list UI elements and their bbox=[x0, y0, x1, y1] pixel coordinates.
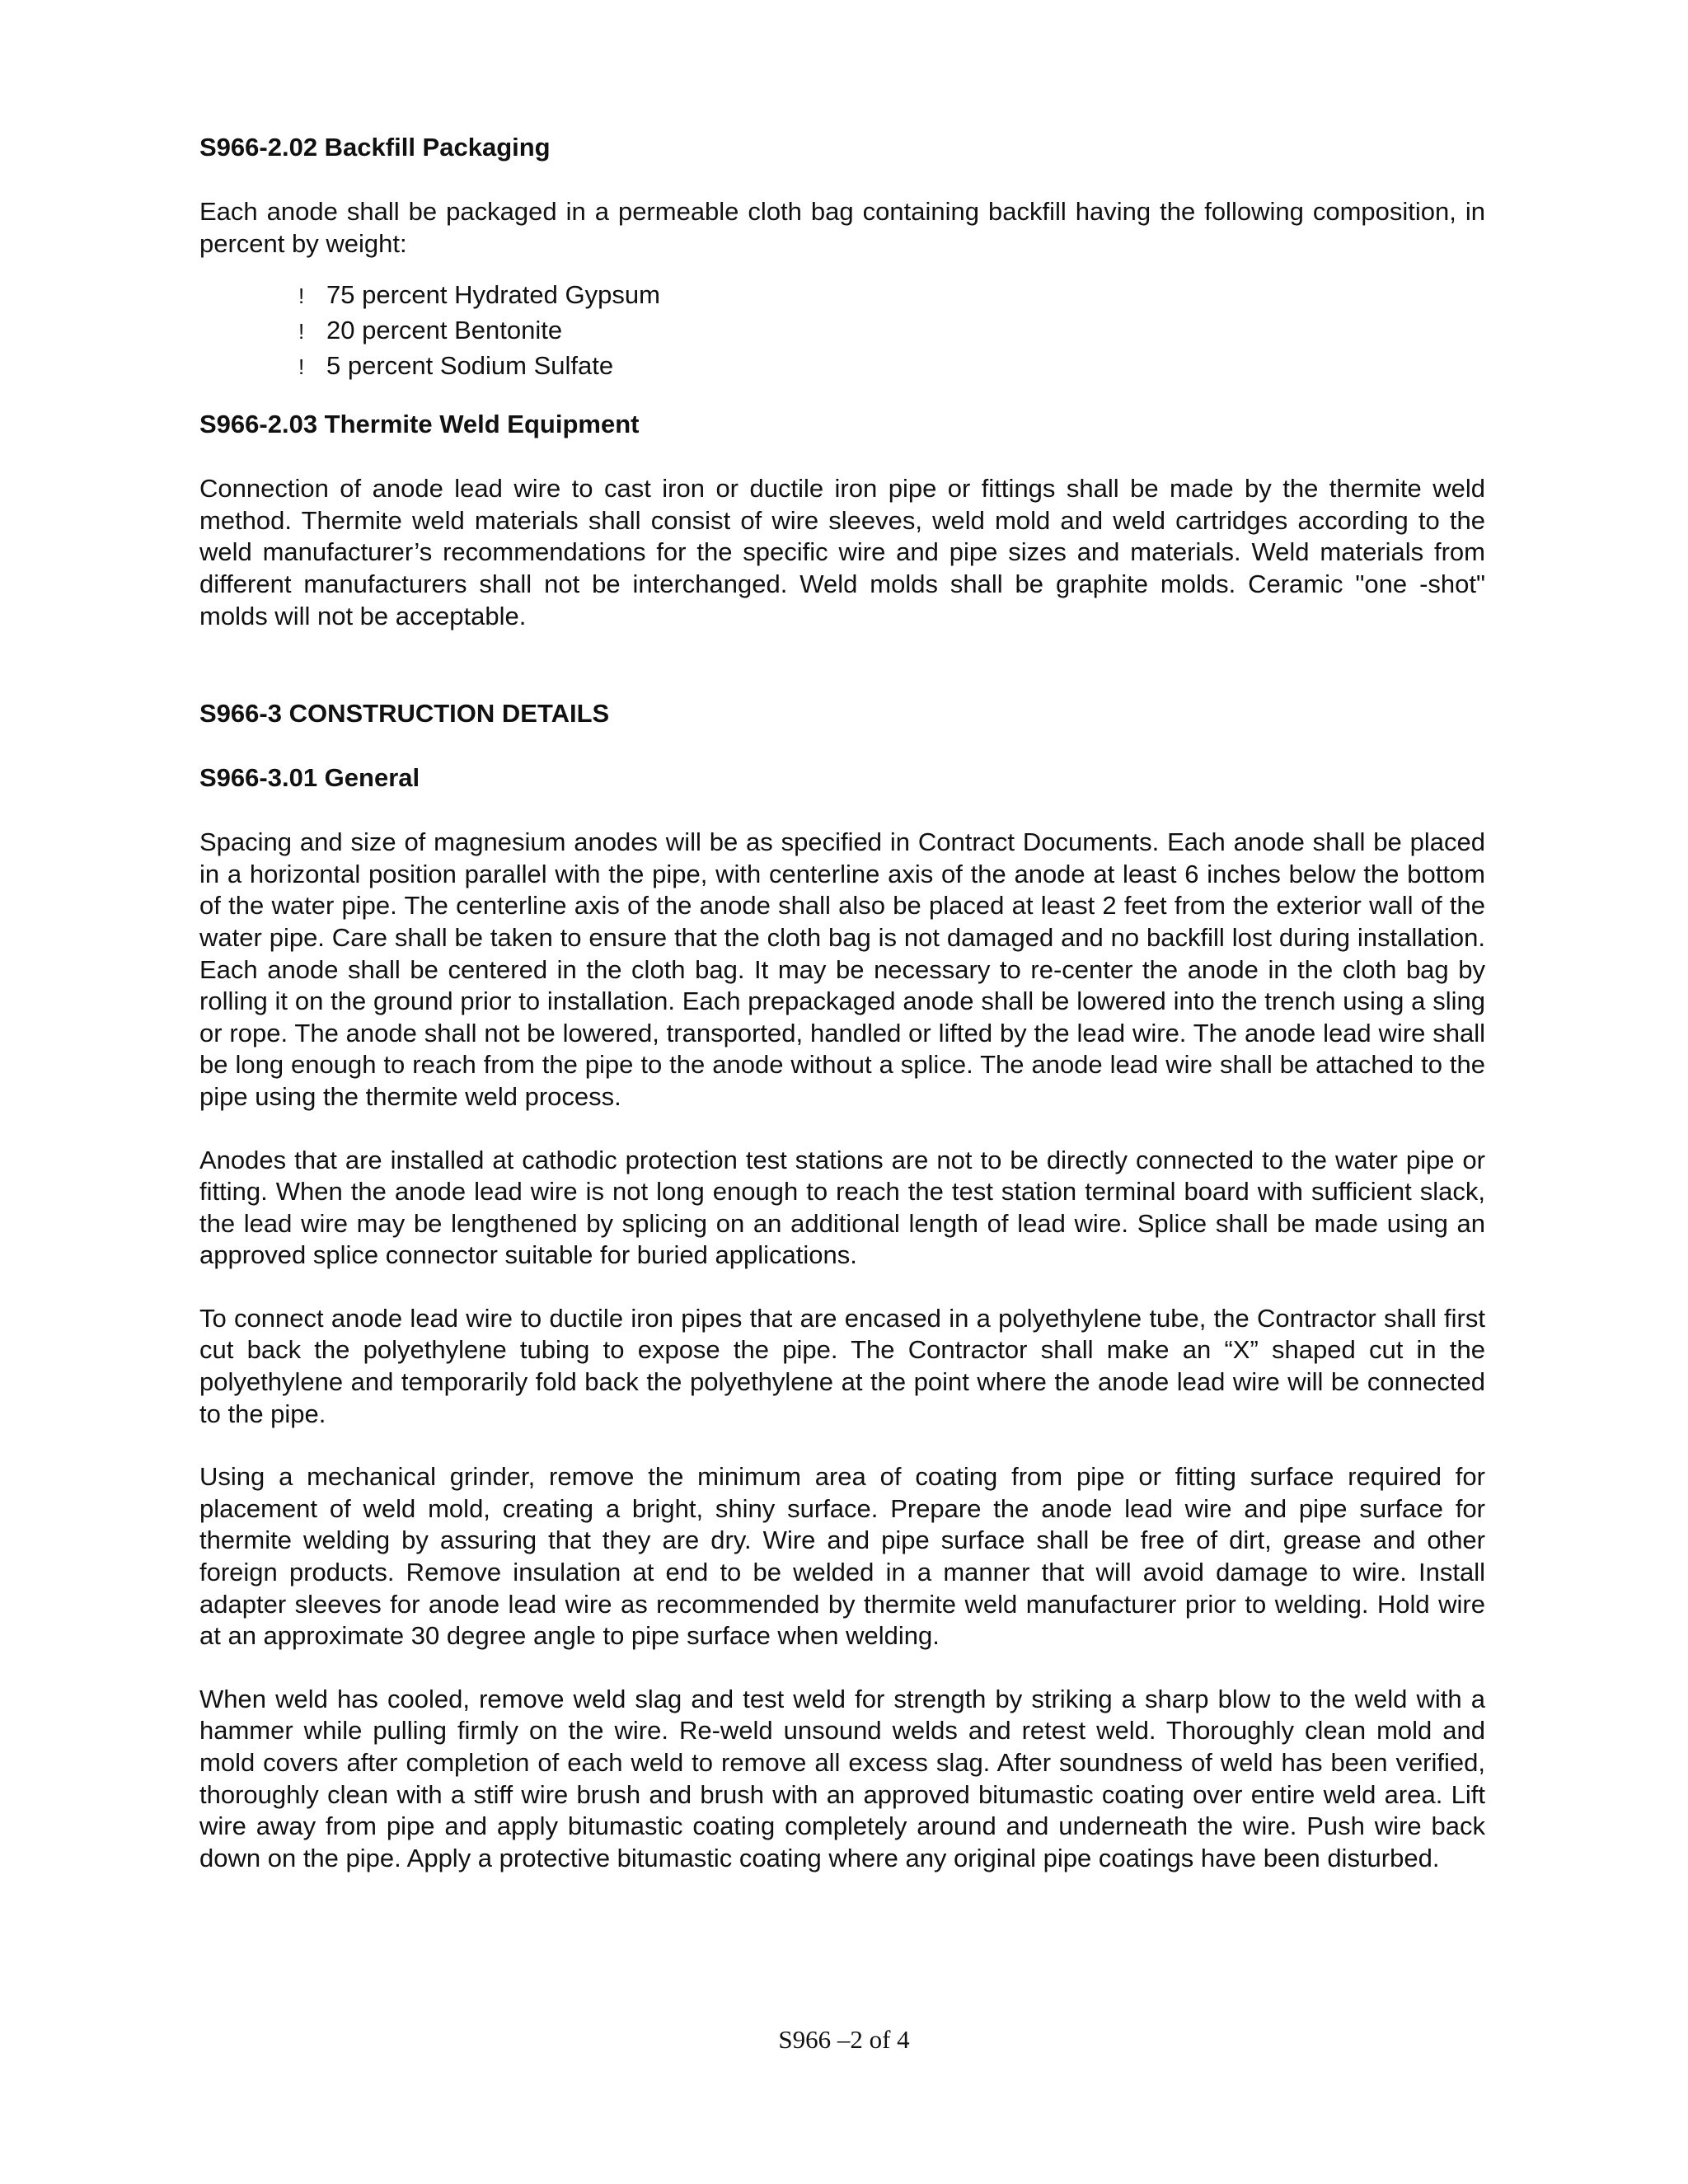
heading-thermite-weld-equipment: S966-2.03 Thermite Weld Equipment bbox=[199, 410, 640, 439]
paragraph-general-5: When weld has cooled, remove weld slag and test weld for strength by striking a sharp blow to the weld with a hammer while pulling firmly on the wire. Re-weld unsound welds and retest weld. Thoroughly clean mold and mold covers after completion of each weld to remove all excess slag. After soundness of weld has been verified, thoroughly clean with a stiff wire brush and brush with an approved bitumastic coating over entire weld area. Lift wire away from pipe and apply bitumastic coating completely around and underneath the wire. Push wire back down on the pipe. Apply a protective bitumastic coating where any original pipe coatings have been disturbed. bbox=[199, 1684, 1485, 1872]
paragraph-general-3: To connect anode lead wire to ductile iron pipes that are encased in a polyethylene tube, the Contractor shall first cut back the polyethylene tubing to expose the pipe. The Contractor shall make an “X” shaped cut in the polyethylene and temporarily fold back the polyethylene at the point where the anode lead wire will be connected to the pipe. bbox=[199, 1303, 1485, 1428]
backfill-composition-list bbox=[199, 278, 1485, 384]
list-item bbox=[298, 278, 1485, 313]
list-item bbox=[298, 349, 1485, 384]
list-item-text: 20 percent Bentonite bbox=[326, 316, 563, 345]
paragraph-general-2: Anodes that are installed at cathodic protection test stations are not to be directly connected to the water pipe or fitting. When the anode lead wire is not long enough to reach the test station terminal board with sufficient slack, the lead wire may be lengthened by splicing on an additional length of lead wire. Splice shall be made using an approved splice connector suitable for buried applications. bbox=[199, 1145, 1485, 1270]
page-footer: S966 –2 of 4 bbox=[778, 2025, 910, 2054]
document-page bbox=[199, 132, 1485, 1874]
heading-construction-details: S966-3 CONSTRUCTION DETAILS bbox=[199, 699, 610, 729]
bullet-icon: ! bbox=[298, 284, 305, 309]
paragraph-thermite-weld: Connection of anode lead wire to cast iron or ductile iron pipe or fittings shall be made by the thermite weld method. Thermite weld materials shall consist of wire sleeves, weld mold and weld cartridges according to the weld manufacturer’s recommendations for the specific wire and pipe sizes and materials. Weld materials from different manufacturers shall not be interchanged. Weld molds shall be graphite molds. Ceramic "one -shot" molds will not be acceptable. bbox=[199, 474, 1485, 630]
paragraph-backfill-packaging: Each anode shall be packaged in a permeable cloth bag containing backfill having the following composition, in percent by weight: bbox=[199, 197, 1485, 258]
bullet-icon: ! bbox=[298, 319, 305, 344]
paragraph-general-4: Using a mechanical grinder, remove the minimum area of coating from pipe or fitting surface required for placement of weld mold, creating a bright, shiny surface. Prepare the anode lead wire and pipe surface for thermite welding by assuring that they are dry. Wire and pipe surface shall be free of dirt, grease and other foreign products. Remove insulation at end to be welded in a manner that will avoid damage to wire. Install adapter sleeves for anode lead wire as recommended by thermite weld manufacturer prior to welding. Hold wire at an approximate 30 degree angle to pipe surface when welding. bbox=[199, 1462, 1485, 1651]
list-item-text: 5 percent Sodium Sulfate bbox=[326, 351, 614, 381]
heading-general: S966-3.01 General bbox=[199, 763, 420, 793]
list-item-text: 75 percent Hydrated Gypsum bbox=[326, 280, 660, 310]
paragraph-general-1: Spacing and size of magnesium anodes will be as specified in Contract Documents. Each anode shall be placed in a horizontal position parallel with the pipe, with centerline axis of the anode at least 6 inches below the bottom of the water pipe. The centerline axis of the anode shall also be placed at least 2 feet from the exterior wall of the water pipe. Care shall be taken to ensure that the cloth bag is not damaged and no backfill lost during installation. Each anode shall be centered in the cloth bag. It may be necessary to re-center the anode in the cloth bag by rolling it on the ground prior to installation. Each prepackaged anode shall be lowered into the trench using a sling or rope. The anode shall not be lowered, transported, handled or lifted by the lead wire. The anode lead wire shall be long enough to reach from the pipe to the anode without a splice. The anode lead wire shall be attached to the pipe using the thermite weld process. bbox=[199, 827, 1485, 1111]
bullet-icon: ! bbox=[298, 354, 305, 380]
list-item bbox=[298, 313, 1485, 349]
heading-backfill-packaging: S966-2.02 Backfill Packaging bbox=[199, 133, 551, 162]
